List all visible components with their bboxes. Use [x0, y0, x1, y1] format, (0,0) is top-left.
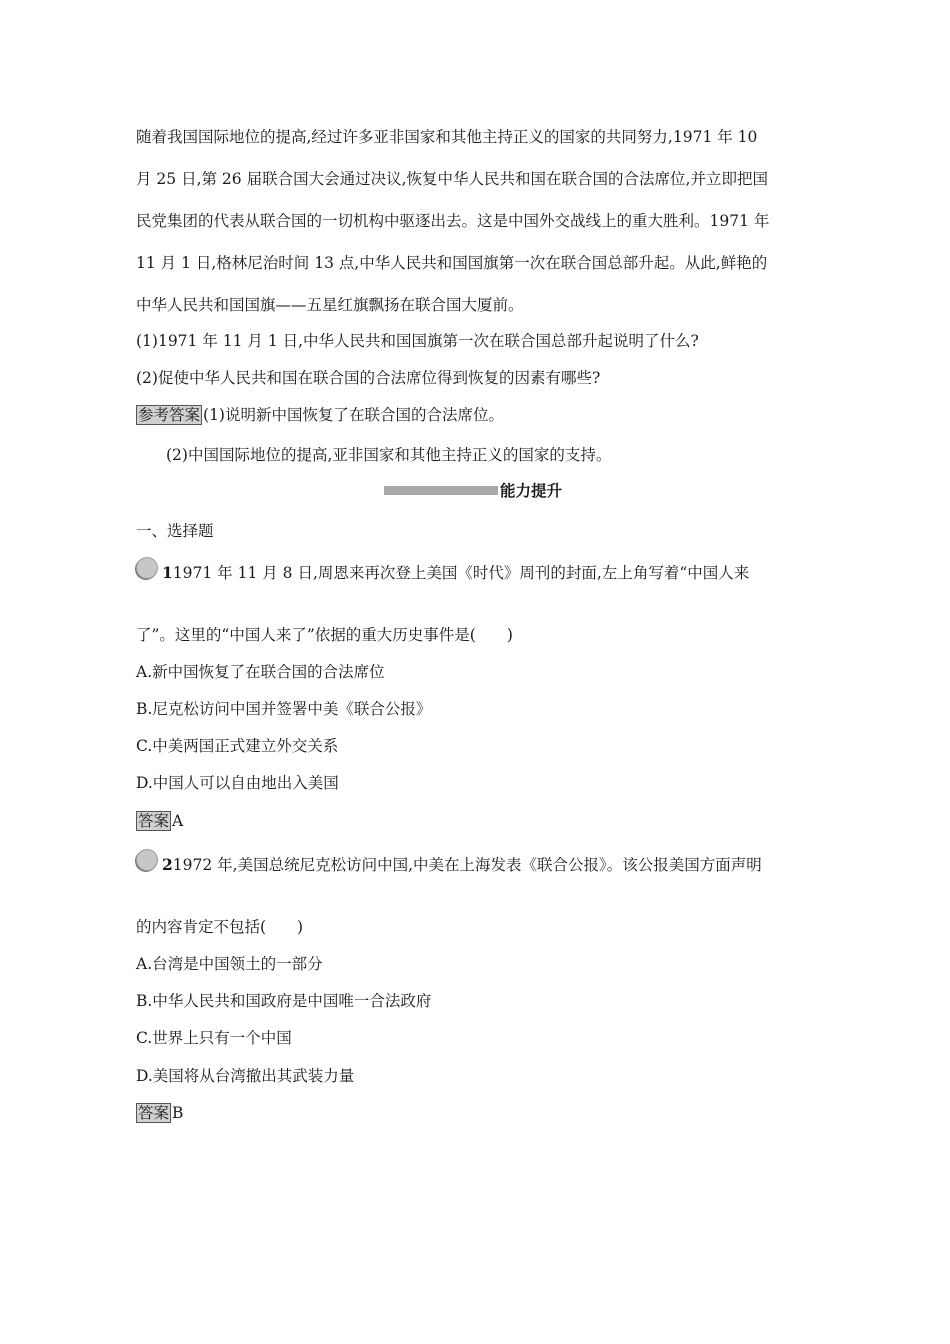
question-stem: 1972 年,美国总统尼克松访问中国,中美在上海发表《联合公报》。该公报美国方面声明 — [172, 856, 762, 874]
reference-answer-line — [136, 405, 504, 425]
answer-value: B — [172, 1104, 184, 1122]
passage-line: 随着我国国际地位的提高,经过许多亚非国家和其他主持正义的国家的共同努力,1971 年 10 — [136, 128, 758, 146]
question-2-option-a: A.台湾是中国领土的一部分 — [136, 955, 323, 973]
question-2-option-b: B.中华人民共和国政府是中国唯一合法政府 — [136, 992, 432, 1010]
question-1-option-b: B.尼克松访问中国并签署中美《联合公报》 — [136, 700, 432, 718]
question-1-stem-line-1 — [136, 563, 749, 583]
passage-line: 民党集团的代表从联合国的一切机构中驱逐出去。这是中国外交战线上的重大胜利。1971 年 — [136, 212, 770, 230]
question-number: 1 — [162, 563, 173, 582]
question-marker-icon — [136, 849, 158, 871]
question-1-option-c: C.中美两国正式建立外交关系 — [136, 737, 339, 755]
question-1-stem-line-2: 了”。这里的“中国人来了”依据的重大历史事件是( ) — [136, 626, 513, 644]
section-subtitle: 一、选择题 — [136, 522, 214, 540]
question-2-option-c: C.世界上只有一个中国 — [136, 1029, 292, 1047]
passage-line: 11 月 1 日,格林尼治时间 13 点,中华人民共和国国旗第一次在联合国总部升起。从此,鲜艳的 — [136, 254, 768, 272]
reference-answer-2: (2)中国国际地位的提高,亚非国家和其他主持正义的国家的支持。 — [166, 446, 612, 464]
passage-line: 中华人民共和国国旗——五星红旗飘扬在联合国大厦前。 — [136, 296, 524, 314]
question-1-answer — [136, 811, 183, 831]
reference-answer-1: (1)说明新中国恢复了在联合国的合法席位。 — [203, 406, 504, 424]
passage-question-2: (2)促使中华人民共和国在联合国的合法席位得到恢复的因素有哪些? — [136, 369, 601, 387]
question-1-option-d: D.中国人可以自由地出入美国 — [136, 774, 339, 792]
section-bar — [384, 486, 498, 495]
section-header — [384, 480, 562, 500]
answer-tag: 答案 — [138, 1104, 170, 1122]
question-number: 2 — [162, 855, 173, 874]
question-2-option-d: D.美国将从台湾撤出其武装力量 — [136, 1067, 355, 1085]
question-stem: 1971 年 11 月 8 日,周恩来再次登上美国《时代》周刊的封面,左上角写着“中国人来 — [172, 564, 750, 582]
question-1-option-a: A.新中国恢复了在联合国的合法席位 — [136, 663, 385, 681]
question-2-stem-line-1 — [136, 855, 762, 875]
question-marker-icon — [136, 557, 158, 579]
passage-line: 月 25 日,第 26 届联合国大会通过决议,恢复中华人民共和国在联合国的合法席位,并立即把国 — [136, 170, 768, 188]
answer-tag: 答案 — [138, 812, 170, 830]
answer-value: A — [172, 812, 184, 830]
section-title: 能力提升 — [500, 482, 563, 500]
passage-question-1: (1)1971 年 11 月 1 日,中华人民共和国国旗第一次在联合国总部升起说明了什么? — [136, 332, 699, 350]
reference-answer-tag: 参考答案 — [138, 406, 201, 424]
question-2-answer — [136, 1103, 183, 1123]
question-2-stem-line-2: 的内容肯定不包括( ) — [136, 918, 304, 936]
